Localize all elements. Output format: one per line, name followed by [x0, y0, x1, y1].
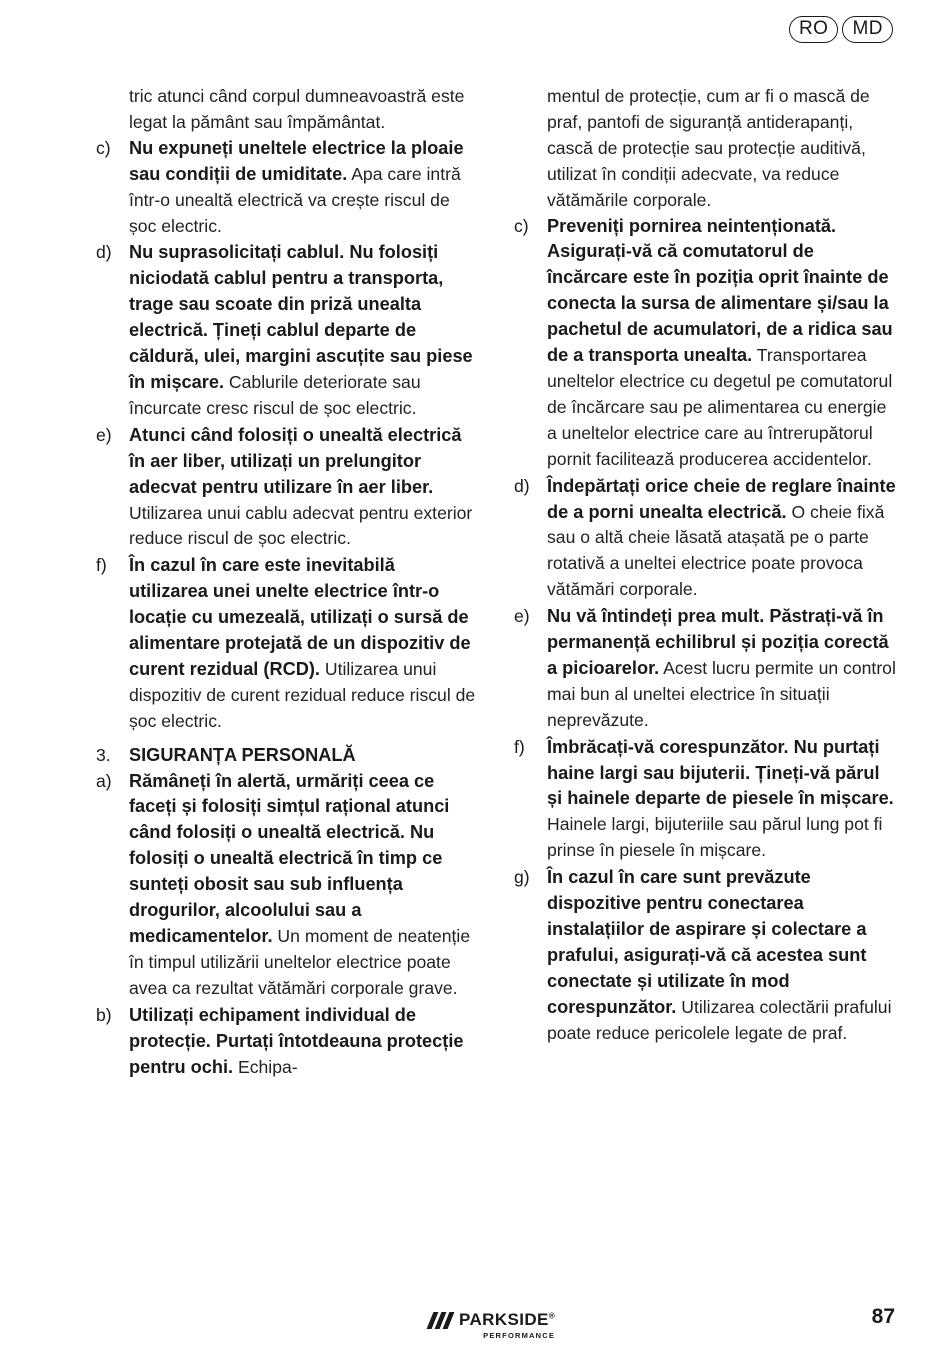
logo-brand-text — [459, 1310, 555, 1330]
item-bold-text: Îmbrăcați-vă corespunzător. Nu purtați haine largi sau bijuterii. Țineți-vă părul și hainele departe de piesele în mișcare. — [547, 736, 894, 809]
left-intro-text: tric atunci când corpul dumneavoastră este legat la pământ sau împământat. — [129, 86, 465, 132]
lang-badge-ro: RO — [789, 16, 839, 43]
item-text: O cheie fixă sau o altă cheie lăsată atașată pe o parte rotativă a uneltei electrice poate provoca vătămări corporale. — [547, 501, 885, 600]
list-item — [96, 1003, 478, 1081]
logo-main — [430, 1310, 555, 1330]
item-label: e) — [96, 424, 112, 445]
item-label: e) — [514, 606, 530, 627]
right-intro-text: mentul de protecție, cum ar fi o mască de praf, pantofi de siguranță antiderapanți, cască de protecție sau protecție auditivă, utilizat în condiții adecvate, va reduce vătămările corporale. — [547, 86, 870, 210]
right-column — [514, 84, 898, 1047]
parkside-logo — [430, 1310, 555, 1348]
item-text: Apa care intră într-o unealtă electrică va crește riscul de șoc electric. — [129, 163, 461, 236]
item-text: Echipa- — [233, 1056, 298, 1077]
lang-badge-md: MD — [842, 16, 893, 43]
item-bold-text: În cazul în care sunt prevăzute dispozitive pentru conectarea instalațiilor de aspirare și colectare a prafului, asigurați-vă că acestea sunt conectate și utilizate în mod corespunzător. — [547, 867, 867, 1017]
logo-sub-text: PERFORMANCE — [483, 1331, 556, 1340]
list-item — [514, 214, 898, 473]
item-text: Utilizarea unui dispozitiv de curent rezidual reduce riscul de șoc electric. — [129, 658, 476, 731]
item-text: Un moment de neatenție în timpul utilizării uneltelor electrice poate avea ca rezultat vătămări corporale grave. — [129, 926, 471, 998]
list-item — [514, 474, 898, 604]
item-bold-text: Utilizați echipament individual de protecție. Purtați întotdeauna protecție pentru ochi. — [129, 1004, 464, 1077]
list-item — [96, 553, 478, 734]
section-number: 3. — [96, 744, 111, 765]
slash-mark-icon — [430, 1312, 451, 1329]
left-column — [96, 84, 478, 1080]
item-label: f) — [514, 736, 525, 757]
section-title: SIGURANȚA PERSONALĂ — [129, 744, 356, 765]
list-item — [96, 240, 478, 421]
item-label: c) — [96, 137, 111, 158]
item-text: Hainele largi, bijuteriile sau părul lung pot fi prinse în piesele în mișcare. — [547, 814, 883, 861]
item-text: Transportarea uneltelor electrice cu degetul pe comutatorul de încărcare sau pe alimentarea cu energie a uneltelor electrice care au întrerupătorul pornit facilitează producerea accidentelor. — [547, 345, 893, 469]
item-label: d) — [96, 242, 112, 263]
item-label: d) — [514, 475, 530, 496]
list-item — [514, 865, 898, 1046]
list-item — [96, 769, 478, 1002]
item-label: a) — [96, 770, 112, 791]
page-number: 87 — [871, 1305, 895, 1328]
item-bold-text: Îndepărtați orice cheie de reglare înainte de a porni unealta electrică. — [547, 475, 896, 522]
item-label: f) — [96, 555, 107, 576]
item-label: b) — [96, 1004, 112, 1025]
item-text: Acest lucru permite un control mai bun al uneltei electrice în situații neprevăzute. — [547, 657, 896, 730]
list-item — [96, 423, 478, 553]
item-label: c) — [514, 215, 529, 236]
brand-name: PARKSIDE — [459, 1310, 549, 1329]
item-label: g) — [514, 867, 530, 888]
section-heading — [96, 743, 478, 769]
list-item — [514, 604, 898, 734]
list-item — [96, 136, 478, 240]
item-bold-text: Nu vă întindeți prea mult. Păstrați-vă în permanență echilibrul și poziția corectă a picioarelor. — [547, 606, 889, 678]
registered-mark: ® — [548, 1311, 556, 1321]
item-text: Utilizarea unui cablu adecvat pentru exterior reduce riscul de șoc electric. — [129, 502, 473, 549]
list-item — [514, 735, 898, 865]
language-badges — [789, 16, 893, 43]
item-bold-text: Nu suprasolicitați cablul. Nu folosiți niciodată cablul pentru a transporta, trage sau scoate din priză unealta electrică. Țineți cablul departe de căldură, ulei, margini ascuțite sau piese în mișcare. — [129, 242, 473, 392]
item-text: Cablurile deteriorate sau încurcate cresc riscul de șoc electric. — [129, 371, 421, 418]
item-bold-text: Atunci când folosiți o unealtă electrică în aer liber, utilizați un prelungitor adecvat pentru utilizare în aer liber. — [129, 424, 462, 497]
item-bold-text: Preveniți pornirea neintenționată. Asigurați-vă că comutatorul de încărcare este în poziția oprit înainte de conecta la sursa de alimentare și/sau la pachetul de acumulatori, de a ridica sau de a transporta unealta. — [547, 215, 893, 366]
item-bold-text: În cazul în care este inevitabilă utilizarea unei unelte electrice într-o locație cu umezeală, utilizați o sursă de alimentare protejată de un dispozitiv de curent rezidual (RCD). — [129, 555, 471, 679]
item-bold-text: Nu expuneți uneltele electrice la ploaie sau condiții de umiditate. — [129, 137, 464, 184]
item-text: Utilizarea colectării prafului poate reduce pericolele legate de praf. — [547, 996, 892, 1043]
item-bold-text: Rămâneți în alertă, urmăriți ceea ce faceți și folosiți simțul rațional atunci când folosiți o unealtă electrică. Nu folosiți o unealtă electrică în timp ce sunteți obosit sau sub influența drogurilor, alcoolului sau a medicamentelor. — [129, 770, 450, 946]
